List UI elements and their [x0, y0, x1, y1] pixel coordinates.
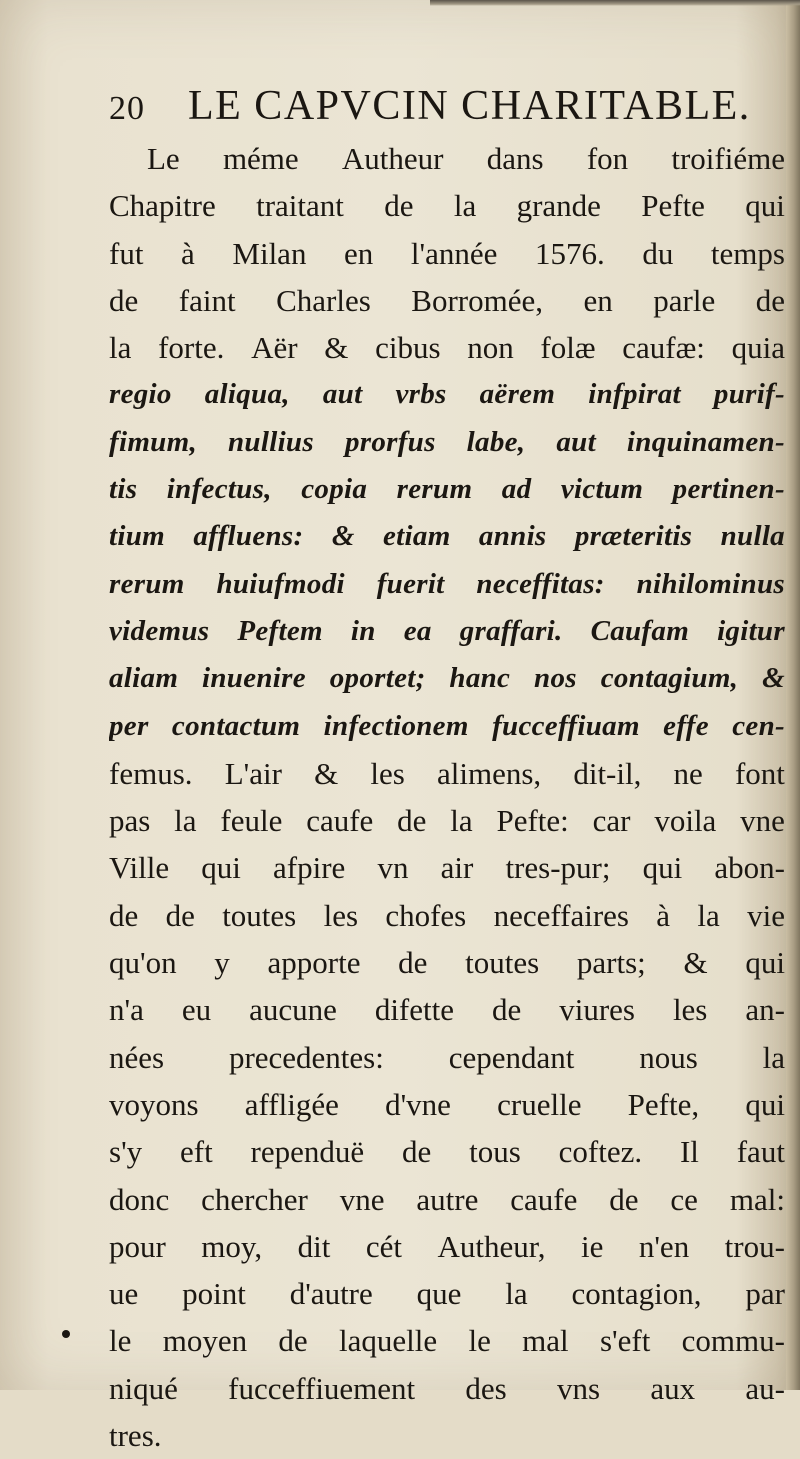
page-top-shadow — [430, 0, 800, 6]
text-line: nées precedentes: cependant nous la — [109, 1039, 785, 1075]
text-line: Chapitre traitant de la grande Pefte qui — [109, 188, 785, 224]
text-line: videmus Peftem in ea graffari. Caufam igitur — [109, 614, 785, 647]
text-line: per contactum infectionem fucceffiuam effe cen- — [109, 709, 785, 742]
ink-spot — [62, 1330, 70, 1338]
page-edge — [786, 0, 800, 1390]
text-line: tis infectus, copia rerum ad victum pertinen- — [109, 473, 785, 506]
text-line: de de toutes les chofes neceffaires à la vie — [109, 897, 785, 933]
text-line: de faint Charles Borromée, en parle de — [109, 282, 785, 318]
text-line: fimum, nullius prorfus labe, aut inquinamen- — [109, 425, 785, 458]
text-line: tium affluens: & etiam annis præteritis nulla — [109, 520, 785, 553]
text-line: s'y eft rependuë de tous coftez. Il faut — [109, 1134, 785, 1170]
text-line: tres. — [109, 1418, 162, 1454]
page-number: 20 — [109, 90, 145, 127]
text-line: qu'on y apporte de toutes parts; & qui — [109, 945, 785, 981]
text-line: pour moy, dit cét Autheur, ie n'en trou- — [109, 1228, 785, 1264]
text-line: pas la feule caufe de la Pefte: car voila vne — [109, 803, 785, 839]
text-line: aliam inuenire oportet; hanc nos contagium, & — [109, 662, 785, 695]
body-text — [109, 135, 785, 1459]
text-line: regio aliqua, aut vrbs aërem infpirat purif- — [109, 378, 785, 411]
running-title: LE CAPVCIN CHARITABLE. — [188, 83, 751, 129]
text-line: femus. L'air & les alimens, dit-il, ne font — [109, 755, 785, 791]
text-line: la forte. Aër & cibus non folæ caufæ: quia — [109, 330, 785, 366]
text-line: fut à Milan en l'année 1576. du temps — [109, 235, 785, 271]
page-header — [109, 82, 789, 132]
text-line: rerum huiufmodi fuerit neceffitas: nihilominus — [109, 567, 785, 600]
text-line: donc chercher vne autre caufe de ce mal: — [109, 1181, 785, 1217]
text-line: le moyen de laquelle le mal s'eft commu- — [109, 1323, 785, 1359]
text-line: ue point d'autre que la contagion, par — [109, 1276, 785, 1312]
text-line: voyons affligée d'vne cruelle Pefte, qui — [109, 1086, 785, 1122]
text-line: Ville qui afpire vn air tres-pur; qui abon- — [109, 850, 785, 886]
text-line: niqué fucceffiuement des vns aux au- — [109, 1370, 785, 1406]
text-line: Le méme Autheur dans fon troifiéme — [147, 141, 785, 176]
text-line: n'a eu aucune difette de viures les an- — [109, 992, 785, 1028]
